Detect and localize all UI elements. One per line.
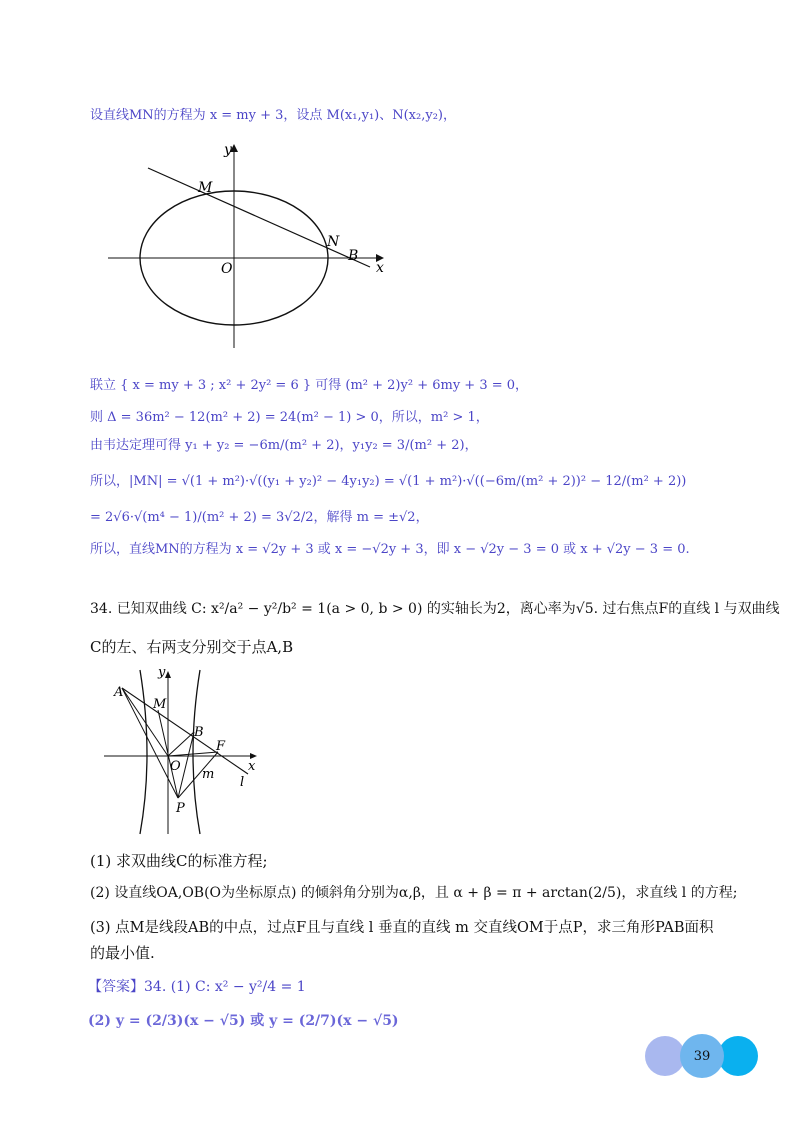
y-axis-arrow	[165, 671, 171, 678]
label-b: B	[348, 248, 359, 264]
line-l	[122, 688, 248, 774]
left-branch	[140, 670, 147, 834]
label-a: A	[114, 685, 124, 700]
line-mn	[148, 168, 370, 267]
page-number-badge	[680, 1034, 724, 1078]
segment-pa	[122, 688, 178, 798]
segment-ob	[168, 732, 194, 756]
solution-mn-length: 所以，|MN| = √(1 + m²)·√((y₁ + y₂)² − 4y₁y₂) = √(1 + m²)·√((−6m/(m² + 2))² − 12/(m² + 2))	[90, 474, 687, 489]
label-p: P	[176, 801, 185, 816]
problem34-stem-line1: 34. 已知双曲线 C: x²/a² − y²/b² = 1(a > 0, b > 0) 的实轴长为2，离心率为√5. 过右焦点F的直线 l 与双曲线	[90, 601, 780, 617]
problem34-part2: (2) 设直线OA,OB(O为坐标原点) 的倾斜角分别为α,β，且 α + β = π + arctan(2/5)，求直线 l 的方程;	[90, 885, 738, 901]
answer-line1	[88, 976, 306, 996]
label-m-point: M	[153, 697, 167, 712]
label-m: M	[198, 180, 213, 196]
answer-tag: 【答案】	[88, 979, 144, 995]
solution-mn-result: = 2√6·√(m⁴ − 1)/(m² + 2) = 3√2/2，解得 m = ±√2，	[90, 510, 429, 525]
solution-line-setup: 设直线MN的方程为 x = my + 3，设点 M(x₁,y₁)、N(x₂,y₂)，	[90, 108, 456, 123]
page-pill-right	[718, 1036, 758, 1076]
label-n: N	[327, 234, 340, 250]
solution-conclusion: 所以，直线MN的方程为 x = √2y + 3 或 x = −√2y + 3，即 x − √2y − 3 = 0 或 x + √2y − 3 = 0.	[90, 542, 690, 557]
label-m-line: m	[202, 767, 215, 782]
solution-discriminant: 则 Δ = 36m² − 12(m² + 2) = 24(m² − 1) > 0，所以，m² > 1，	[90, 410, 489, 425]
label-b: B	[194, 725, 204, 740]
problem34-part3-line2: 的最小值.	[90, 944, 155, 962]
label-y: y	[224, 142, 232, 158]
label-o: O	[170, 759, 181, 774]
problem34-stem-line2: C的左、右两支分别交于点A,B	[90, 638, 294, 656]
label-y: y	[158, 665, 166, 680]
hyperbola-figure	[100, 662, 280, 838]
problem34-part3-line1: (3) 点M是线段AB的中点，过点F且与直线 l 垂直的直线 m 交直线OM于点P，求三角形PAB面积	[90, 920, 714, 936]
label-o: O	[221, 261, 233, 277]
page-number: 39	[693, 1048, 711, 1064]
page-pill-left	[645, 1036, 685, 1076]
right-branch	[193, 670, 200, 834]
solution-vieta: 由韦达定理可得 y₁ + y₂ = −6m/(m² + 2)，y₁y₂ = 3/(m² + 2)，	[90, 438, 478, 453]
solution-system: 联立 { x = my + 3 ; x² + 2y² = 6 } 可得 (m² + 2)y² + 6my + 3 = 0，	[90, 378, 529, 393]
label-x: x	[376, 260, 384, 276]
answer-part1: 34. (1) C: x² − y²/4 = 1	[144, 979, 306, 995]
answer-part2: (2) y = (2/3)(x − √5) 或 y = (2/7)(x − √5)	[88, 1013, 399, 1029]
label-l: l	[240, 775, 245, 790]
label-f: F	[216, 739, 226, 754]
ellipse-figure	[108, 140, 398, 352]
label-x: x	[248, 759, 256, 774]
problem34-part1: (1) 求双曲线C的标准方程;	[90, 852, 268, 870]
